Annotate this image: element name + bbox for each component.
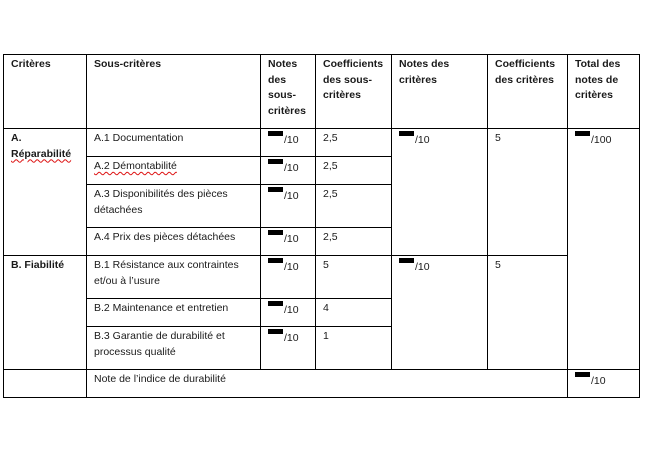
subcriterion-label bbox=[87, 157, 261, 185]
criterion-b-label: B. Fiabilité bbox=[4, 256, 87, 370]
note-value: /10 bbox=[415, 261, 430, 273]
criterion-a-coef: 5 bbox=[488, 129, 568, 256]
note-value: /10 bbox=[284, 304, 299, 316]
criterion-a-label: Réparabilité bbox=[11, 147, 72, 160]
redaction-bar bbox=[399, 131, 414, 136]
subcriterion-coef: 5 bbox=[316, 256, 392, 299]
redaction-bar bbox=[268, 230, 283, 235]
header-total-notes: Total des notes de critères bbox=[568, 55, 640, 129]
criterion-a-cell bbox=[4, 129, 87, 256]
subcriterion-note bbox=[261, 129, 316, 157]
redaction-bar bbox=[399, 258, 414, 263]
subcriterion-coef: 2,5 bbox=[316, 129, 392, 157]
subcriterion-coef: 4 bbox=[316, 299, 392, 327]
table-row bbox=[4, 256, 640, 299]
redaction-bar bbox=[575, 131, 590, 136]
subcriterion-note bbox=[261, 256, 316, 299]
table-row bbox=[4, 129, 640, 157]
header-notes-criteres: Notes des critères bbox=[392, 55, 488, 129]
criterion-a-prefix: A. bbox=[11, 132, 22, 144]
redaction-bar bbox=[268, 187, 283, 192]
subcriterion-note bbox=[261, 157, 316, 185]
subcriterion-label: B.2 Maintenance et entretien bbox=[87, 299, 261, 327]
note-value: /10 bbox=[284, 190, 299, 202]
header-criteres: Critères bbox=[4, 55, 87, 129]
note-value: /10 bbox=[284, 162, 299, 174]
subcriterion-note bbox=[261, 185, 316, 228]
subcriterion-coef: 2,5 bbox=[316, 185, 392, 228]
header-notes-sous-criteres: Notes des sous-critères bbox=[261, 55, 316, 129]
footer-label: Note de l’indice de durabilité bbox=[87, 370, 568, 398]
criterion-b-note bbox=[392, 256, 488, 370]
redaction-bar bbox=[268, 301, 283, 306]
header-row bbox=[4, 55, 640, 129]
subcriterion-coef: 2,5 bbox=[316, 157, 392, 185]
total-value: /100 bbox=[591, 134, 612, 146]
subcriterion-note bbox=[261, 327, 316, 370]
footer-row bbox=[4, 370, 640, 398]
header-coefficients-sous-criteres: Coefficients des sous-critères bbox=[316, 55, 392, 129]
note-value: /10 bbox=[284, 134, 299, 146]
subcriterion-label: B.3 Garantie de durabilité et processus qualité bbox=[87, 327, 261, 370]
redaction-bar bbox=[268, 258, 283, 263]
redaction-bar bbox=[268, 131, 283, 136]
subcriterion-text: A.2 Démontabilité bbox=[94, 160, 177, 172]
subcriterion-coef: 1 bbox=[316, 327, 392, 370]
subcriterion-label: A.4 Prix des pièces détachées bbox=[87, 228, 261, 256]
subcriterion-note bbox=[261, 299, 316, 327]
redaction-bar bbox=[575, 372, 590, 377]
redaction-bar bbox=[268, 329, 283, 334]
note-value: /10 bbox=[284, 261, 299, 273]
subcriterion-label: A.1 Documentation bbox=[87, 129, 261, 157]
note-value: /10 bbox=[415, 134, 430, 146]
subcriterion-label: A.3 Disponibilités des pièces détachées bbox=[87, 185, 261, 228]
redaction-bar bbox=[268, 159, 283, 164]
criterion-b-coef: 5 bbox=[488, 256, 568, 370]
footer-value-cell bbox=[568, 370, 640, 398]
note-value: /10 bbox=[284, 332, 299, 344]
header-coefficients-criteres: Coefficients des critères bbox=[488, 55, 568, 129]
criterion-a-note bbox=[392, 129, 488, 256]
total-cell bbox=[568, 129, 640, 370]
footer-empty-cell bbox=[4, 370, 87, 398]
subcriterion-note bbox=[261, 228, 316, 256]
subcriterion-label: B.1 Résistance aux contraintes et/ou à l’usure bbox=[87, 256, 261, 299]
footer-value: /10 bbox=[591, 375, 606, 387]
subcriterion-coef: 2,5 bbox=[316, 228, 392, 256]
header-sous-criteres: Sous-critères bbox=[87, 55, 261, 129]
note-value: /10 bbox=[284, 233, 299, 245]
durability-index-table bbox=[3, 54, 640, 398]
